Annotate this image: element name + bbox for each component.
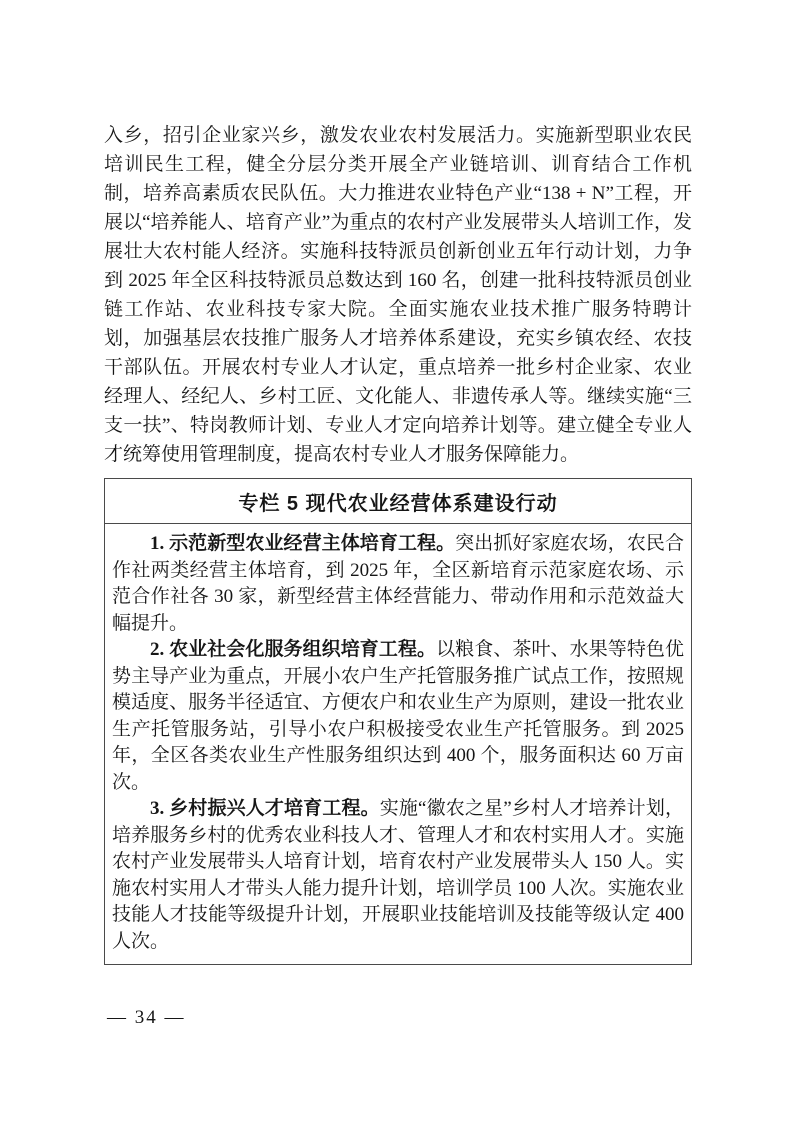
feature-box <box>104 478 692 965</box>
panel-item-3-text: 实施“徽农之星”乡村人才培养计划，培养服务乡村的优秀农业科技人才、管理人才和农村实用人才。实施农村产业发展带头人培育计划，培育农村产业发展带头人 150 人。实施农村实用人才带头人能力提升计划，培训学员 100 人次。实施农业技能人才技能等级提升计划，开展职业技能培训及技能等级认定 400 人次。 <box>112 798 684 952</box>
page-content <box>104 121 692 965</box>
panel-item-1 <box>112 531 684 637</box>
panel-item-1-lead: 1. 示范新型农业经营主体培育工程。 <box>150 533 456 554</box>
panel-item-2 <box>112 637 684 796</box>
panel-item-2-lead: 2. 农业社会化服务组织培育工程。 <box>150 639 437 660</box>
panel-item-2-text: 以粮食、茶叶、水果等特色优势主导产业为重点，开展小农户生产托管服务推广试点工作，按照规模适度、服务半径适宜、方便农户和农业生产为原则，建设一批农业生产托管服务站，引导小农户积极接受农业生产托管服务。到 2025 年，全区各类农业生产性服务组织达到 400 个，服务面积达 60 万亩次。 <box>112 639 684 793</box>
panel-item-3-lead: 3. 乡村振兴人才培育工程。 <box>150 798 380 819</box>
page-number: — 34 — <box>107 1007 186 1028</box>
feature-box-body <box>105 524 691 964</box>
panel-item-1-text: 突出抓好家庭农场，农民合作社两类经营主体培育，到 2025 年，全区新培育示范家庭农场、示范合作社各 30 家，新型经营主体经营能力、带动作用和示范效益大幅提升。 <box>112 533 684 634</box>
feature-box-title: 专栏 5 现代农业经营体系建设行动 <box>105 479 691 524</box>
body-paragraph: 入乡，招引企业家兴乡，激发农业农村发展活力。实施新型职业农民培训民生工程，健全分层分类开展全产业链培训、训育结合工作机制，培养高素质农民队伍。大力推进农业特色产业“138 + N”工程，开展以“培养能人、培育产业”为重点的农村产业发展带头人培训工作，发展壮大农村能人经济。实施科技特派员创新创业五年行动计划，力争到 2025 年全区科技特派员总数达到 160 名，创建一批科技特派员创业链工作站、农业科技专家大院。全面实施农业技术推广服务特聘计划，加强基层农技推广服务人才培养体系建设，充实乡镇农经、农技干部队伍。开展农村专业人才认定，重点培养一批乡村企业家、农业经理人、经纪人、乡村工匠、文化能人、非遗传承人等。继续实施“三支一扶”、特岗教师计划、专业人才定向培养计划等。建立健全专业人才统筹使用管理制度，提高农村专业人才服务保障能力。 <box>104 125 692 465</box>
panel-item-3 <box>112 796 684 955</box>
